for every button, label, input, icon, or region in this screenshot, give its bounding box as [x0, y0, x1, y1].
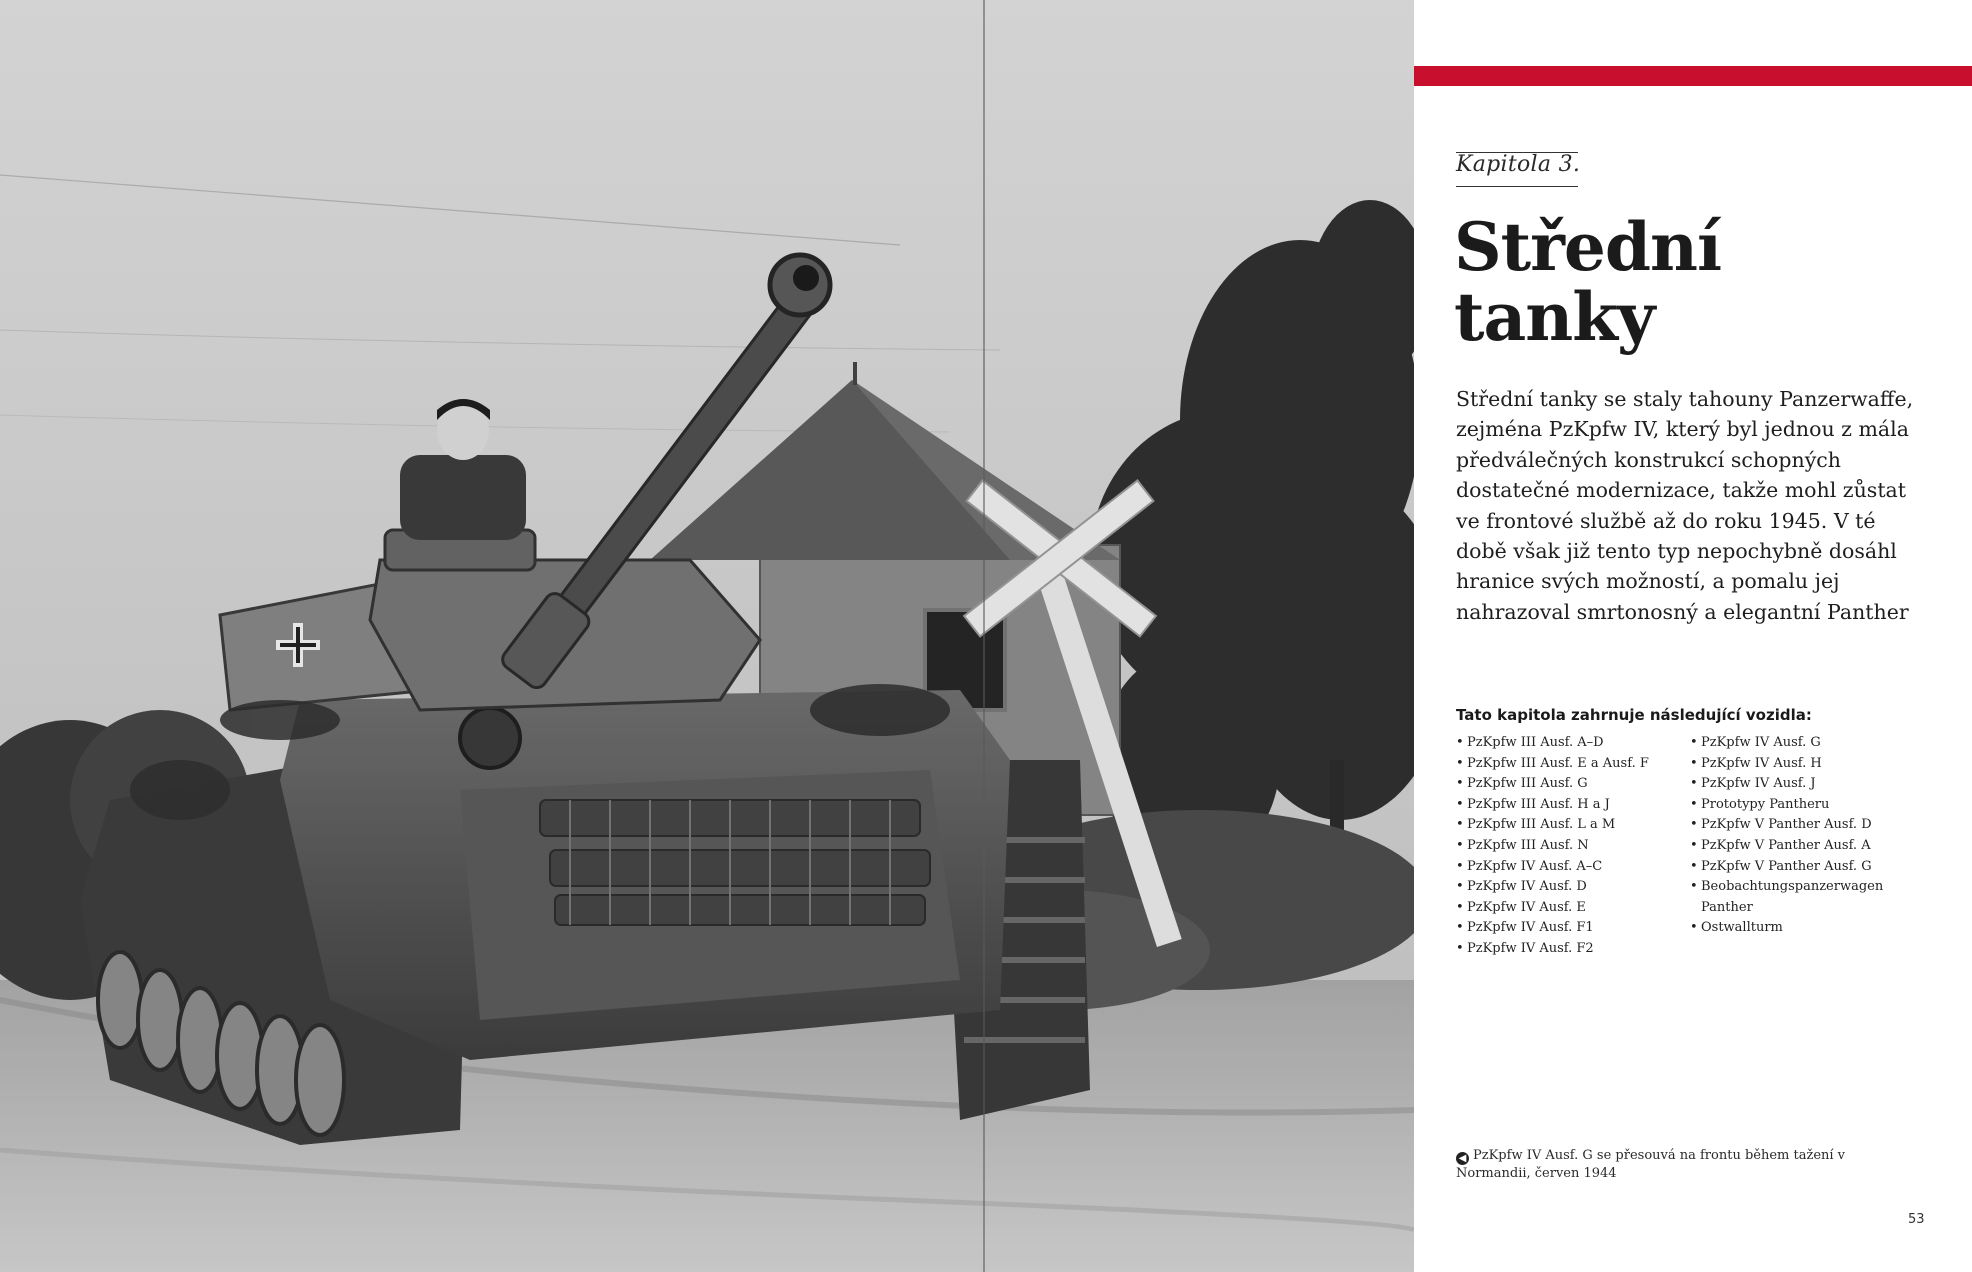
list-item: • PzKpfw IV Ausf. F1 [1456, 918, 1686, 939]
vehicle-list-column-1 [1456, 733, 1686, 960]
list-item: • Prototypy Pantheru [1690, 795, 1930, 816]
list-item: • PzKpfw V Panther Ausf. D [1690, 815, 1930, 836]
list-item: • PzKpfw III Ausf. A–D [1456, 733, 1686, 754]
chapter-rule-bottom [1456, 186, 1578, 187]
list-item: • PzKpfw IV Ausf. J [1690, 774, 1930, 795]
list-item: • PzKpfw III Ausf. E a Ausf. F [1456, 754, 1686, 775]
list-item: • PzKpfw III Ausf. H a J [1456, 795, 1686, 816]
vehicle-list-column-2 [1690, 733, 1930, 939]
list-item: • PzKpfw III Ausf. G [1456, 774, 1686, 795]
list-item: • PzKpfw IV Ausf. F2 [1456, 939, 1686, 960]
intro-line: hranice svých možností, a pomalu jej [1456, 569, 1840, 594]
chapter-title-line: tanky [1454, 278, 1655, 356]
list-item: • PzKpfw IV Ausf. E [1456, 898, 1686, 919]
intro-line: dostatečné modernizace, takže mohl zůstat [1456, 478, 1907, 503]
intro-line: ve frontové službě až do roku 1945. V té [1456, 508, 1876, 533]
list-item: • PzKpfw IV Ausf. A–C [1456, 857, 1686, 878]
list-item: • Beobachtungspanzerwagen Panther [1690, 877, 1930, 918]
vehicle-list-heading: Tato kapitola zahrnuje následující vozidla: [1456, 706, 1812, 724]
list-item: • PzKpfw V Panther Ausf. A [1690, 836, 1930, 857]
accent-bar [1414, 66, 1972, 86]
chapter-intro [1456, 384, 1916, 627]
list-item: • PzKpfw IV Ausf. G [1690, 733, 1930, 754]
list-item: • Ostwallturm [1690, 918, 1930, 939]
list-item: • PzKpfw III Ausf. L a M [1456, 815, 1686, 836]
list-item: • PzKpfw IV Ausf. H [1690, 754, 1930, 775]
caption-text: PzKpfw IV Ausf. G se přesouvá na frontu během tažení v Normandii, červen 1944 [1456, 1148, 1846, 1181]
intro-line: předválečných konstrukcí schopných [1456, 447, 1841, 472]
arrow-left-circle-icon: ◀ [1456, 1152, 1469, 1165]
intro-line: Střední tanky se staly tahouny Panzerwaffe, [1456, 387, 1914, 411]
chapter-opening-page [1414, 0, 1972, 1272]
photo-caption [1456, 1147, 1856, 1182]
intro-line: nahrazoval smrtonosný a elegantní Panther [1456, 599, 1909, 624]
intro-line: zejména PzKpfw IV, který byl jednou z mála [1456, 417, 1909, 442]
list-item: • PzKpfw IV Ausf. D [1456, 877, 1686, 898]
list-item: • PzKpfw III Ausf. N [1456, 836, 1686, 857]
chapter-label: Kapitola 3. [1456, 152, 1581, 177]
page-number: 53 [1908, 1212, 1925, 1227]
intro-line: době však již tento typ nepochybně dosáhl [1456, 539, 1897, 564]
chapter-title-line: Střední [1454, 208, 1722, 286]
page-gutter [983, 0, 985, 1272]
chapter-title [1454, 208, 1934, 356]
list-item: • PzKpfw V Panther Ausf. G [1690, 857, 1930, 878]
